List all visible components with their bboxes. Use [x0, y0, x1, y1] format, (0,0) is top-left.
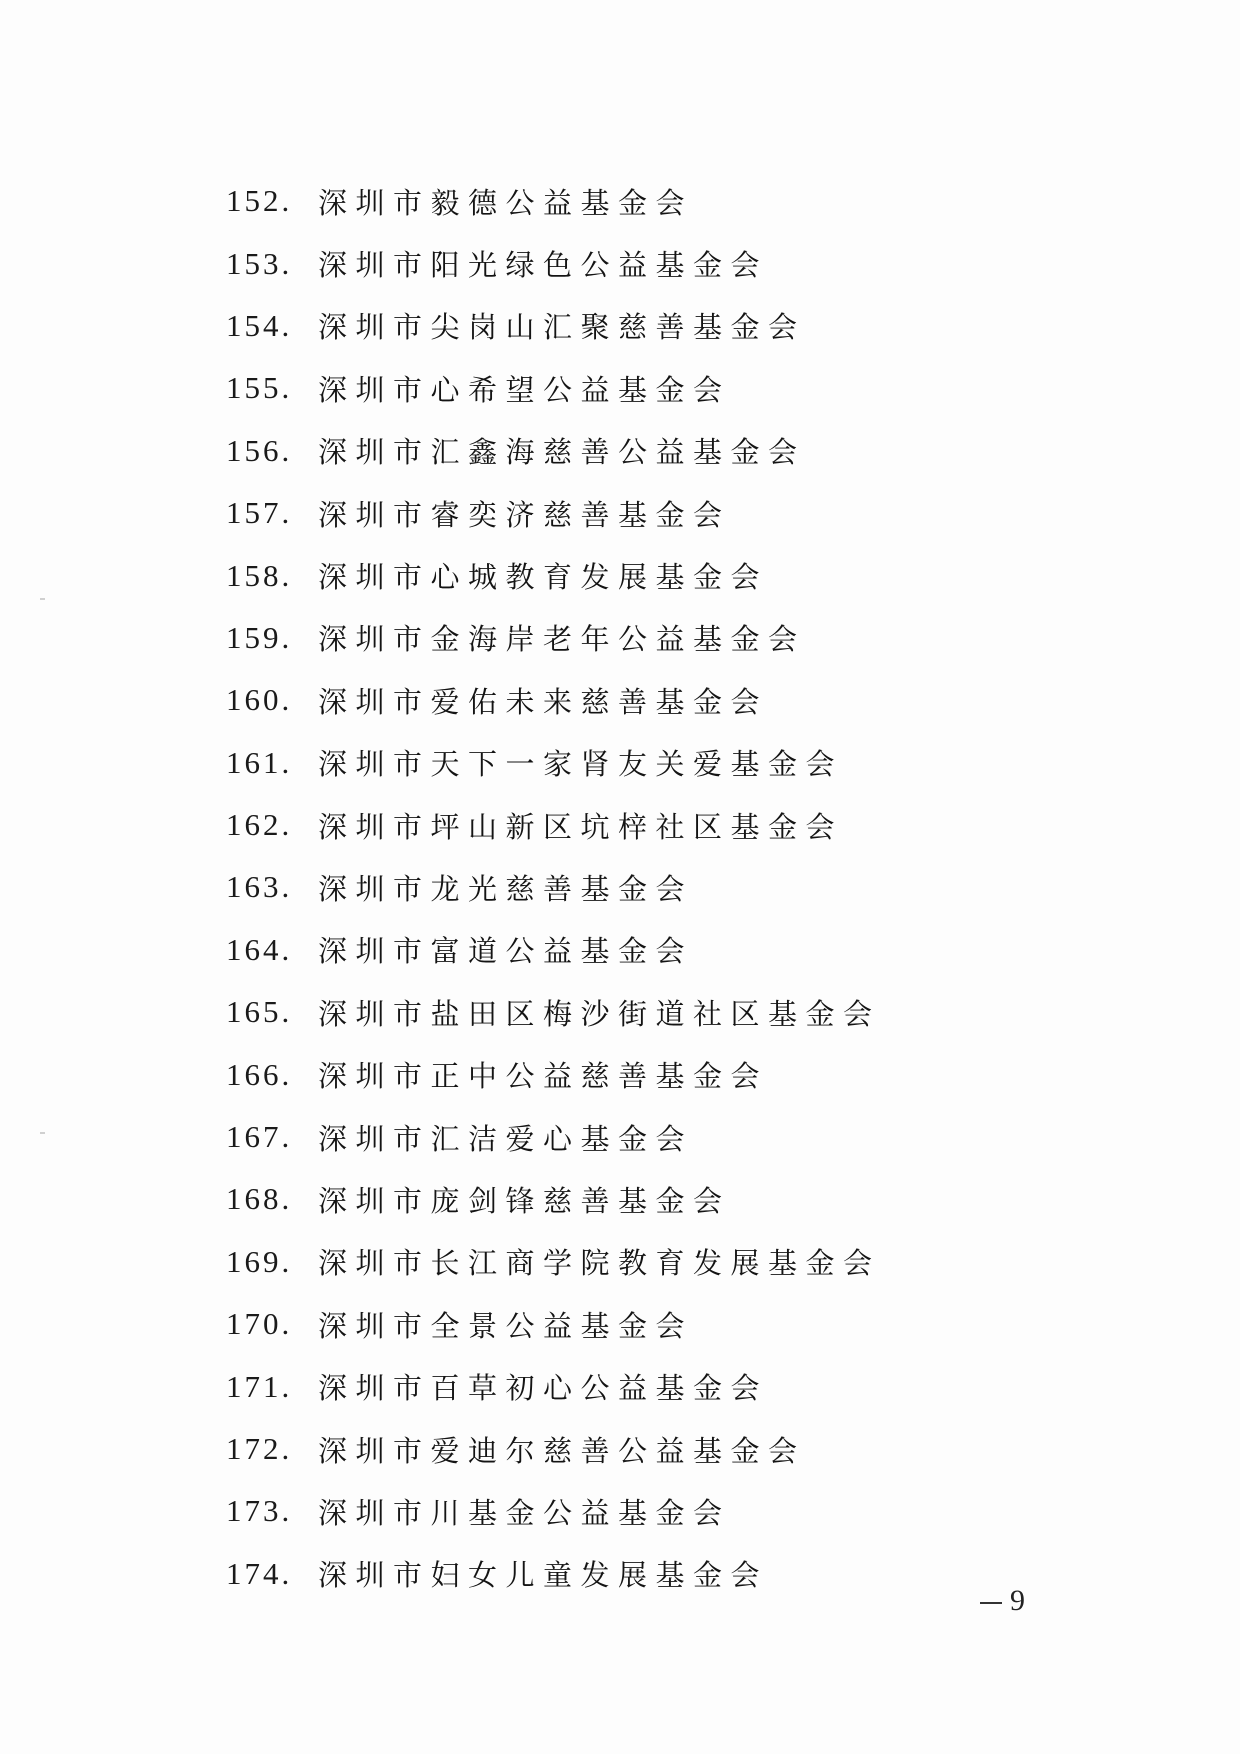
page-footer	[980, 1584, 1031, 1618]
list-item	[226, 732, 881, 794]
foundation-name: 深圳市坪山新区坑梓社区基金会	[318, 809, 844, 844]
list-item	[226, 607, 881, 669]
list-item	[226, 170, 881, 232]
list-item	[226, 919, 881, 981]
page-number: 9	[1010, 1584, 1031, 1617]
list-item	[226, 1418, 881, 1480]
item-number: 170.	[226, 1306, 293, 1342]
item-number: 166.	[226, 1056, 293, 1092]
foundation-name: 深圳市长江商学院教育发展基金会	[318, 1246, 881, 1281]
scan-speck	[40, 1132, 45, 1134]
item-number: 163.	[226, 869, 293, 905]
list-item	[226, 544, 881, 606]
foundation-name: 深圳市盐田区梅沙街道社区基金会	[318, 996, 881, 1031]
list-item	[226, 295, 881, 357]
foundation-name: 深圳市百草初心公益基金会	[318, 1371, 769, 1406]
list-item	[226, 232, 881, 294]
item-number: 161.	[226, 744, 293, 780]
page-number-dash	[980, 1602, 1002, 1604]
list-item	[226, 420, 881, 482]
list-item	[226, 1293, 881, 1355]
foundation-name: 深圳市爱佑未来慈善基金会	[318, 684, 769, 719]
foundation-name: 深圳市龙光慈善基金会	[318, 871, 694, 906]
item-number: 155.	[226, 370, 293, 406]
item-number: 162.	[226, 807, 293, 843]
list-item	[226, 357, 881, 419]
list-item	[226, 794, 881, 856]
foundation-name: 深圳市金海岸老年公益基金会	[318, 622, 806, 657]
foundation-name: 深圳市睿奕济慈善基金会	[318, 497, 731, 532]
item-number: 154.	[226, 307, 293, 343]
foundation-name: 深圳市尖岗山汇聚慈善基金会	[318, 310, 806, 345]
foundation-name: 深圳市爱迪尔慈善公益基金会	[318, 1433, 806, 1468]
foundation-name: 深圳市正中公益慈善基金会	[318, 1059, 769, 1094]
foundation-name: 深圳市妇女儿童发展基金会	[318, 1558, 769, 1593]
item-number: 174.	[226, 1555, 293, 1591]
list-item	[226, 482, 881, 544]
list-item	[226, 1043, 881, 1105]
foundation-list	[226, 170, 881, 1605]
item-number: 156.	[226, 432, 293, 468]
foundation-name: 深圳市毅德公益基金会	[318, 185, 694, 220]
foundation-name: 深圳市川基金公益基金会	[318, 1495, 731, 1530]
item-number: 157.	[226, 495, 293, 531]
list-item	[226, 1231, 881, 1293]
scan-speck	[40, 598, 45, 600]
list-item	[226, 981, 881, 1043]
list-item	[226, 856, 881, 918]
item-number: 164.	[226, 931, 293, 967]
foundation-name: 深圳市富道公益基金会	[318, 934, 694, 969]
item-number: 159.	[226, 619, 293, 655]
item-number: 152.	[226, 183, 293, 219]
item-number: 158.	[226, 557, 293, 593]
foundation-name: 深圳市心希望公益基金会	[318, 372, 731, 407]
foundation-name: 深圳市天下一家肾友关爱基金会	[318, 747, 844, 782]
item-number: 167.	[226, 1119, 293, 1155]
list-item	[226, 1480, 881, 1542]
list-item	[226, 1106, 881, 1168]
foundation-name: 深圳市汇洁爱心基金会	[318, 1121, 694, 1156]
list-item	[226, 669, 881, 731]
item-number: 160.	[226, 682, 293, 718]
foundation-name: 深圳市庞剑锋慈善基金会	[318, 1183, 731, 1218]
list-item	[226, 1355, 881, 1417]
foundation-name: 深圳市心城教育发展基金会	[318, 560, 769, 595]
foundation-name: 深圳市阳光绿色公益基金会	[318, 248, 769, 283]
list-item	[226, 1543, 881, 1605]
list-item	[226, 1168, 881, 1230]
foundation-name: 深圳市汇鑫海慈善公益基金会	[318, 435, 806, 470]
item-number: 165.	[226, 994, 293, 1030]
item-number: 168.	[226, 1181, 293, 1217]
item-number: 171.	[226, 1368, 293, 1404]
foundation-name: 深圳市全景公益基金会	[318, 1308, 694, 1343]
item-number: 169.	[226, 1243, 293, 1279]
item-number: 172.	[226, 1431, 293, 1466]
item-number: 153.	[226, 245, 293, 281]
item-number: 173.	[226, 1493, 293, 1529]
